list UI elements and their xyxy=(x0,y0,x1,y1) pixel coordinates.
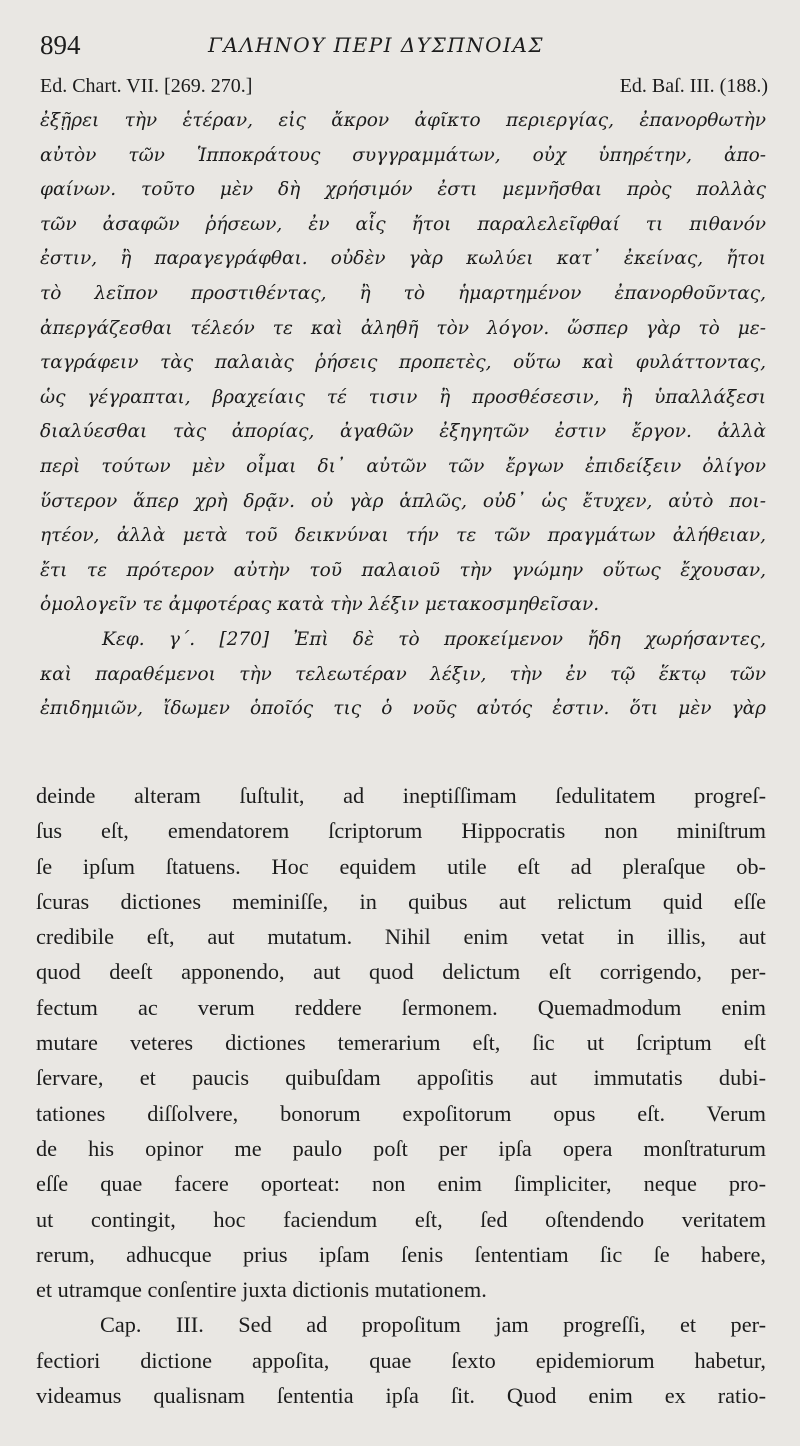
greek-text-line: καὶ παραθέμενοι τὴν τελεωτέραν λέξιν, τὴν ἐν τῷ ἕκτῳ τῶν xyxy=(40,663,766,685)
latin-text-line: ut contingit, hoc faciendum eſt, ſed oſtendendo veritatem xyxy=(36,1206,766,1232)
greek-text-line: ἐπιδημιῶν, ἴδωμεν ὁποῖός τις ὁ νοῦς αὐτός ἐστιν. ὅτι μὲν γὰρ xyxy=(40,698,766,720)
greek-text-line: ἔτι τε πρότερον αὐτὴν τοῦ παλαιοῦ τὴν γνώμην οὕτως ἔχουσαν, xyxy=(40,559,766,581)
latin-text-line: videamus qualisnam ſententia ipſa ſit. Quod enim ex ratio- xyxy=(36,1383,766,1409)
latin-text-line: quod deeſt apponendo, aut quod delictum eſt corrigendo, per- xyxy=(36,959,766,985)
greek-text-line: ὕστερον ἅπερ χρὴ δρᾷν. οὐ γὰρ ἁπλῶς, οὐδ᾽ ὡς ἔτυχεν, αὐτὸ ποι- xyxy=(40,490,766,512)
latin-text-line: credibile eſt, aut mutatum. Nihil enim vetat in illis, aut xyxy=(36,924,766,950)
greek-text-line: ητέον, ἀλλὰ μετὰ τοῦ δεικνύναι τήν τε τῶν πραγμάτων ἀλήθειαν, xyxy=(40,525,766,547)
latin-text-line: de his opinor me paulo poſt per ipſa opera monſtraturum xyxy=(36,1135,766,1161)
greek-text-line: τῶν ἀσαφῶν ῥήσεων, ἐν αἷς ἤτοι παραλελεῖφθαί τι πιθανόν xyxy=(40,213,766,235)
greek-text-line: ὡς γέγραπται, βραχείαις τέ τισιν ἢ προσθέσεσιν, ἢ ὑπαλλάξεσι xyxy=(40,386,766,408)
latin-text-line: fectiori dictione appoſita, quae ſexto epidemiorum habetur, xyxy=(36,1347,766,1373)
latin-text-line: ſcuras dictiones meminiſſe, in quibus aut relictum quid eſſe xyxy=(36,888,766,914)
greek-text-block xyxy=(40,104,766,727)
latin-text-line: tationes diſſolvere, bonorum expoſitorum opus eſt. Verum xyxy=(36,1100,766,1126)
edition-reference-row xyxy=(40,75,768,105)
greek-text-line: αὐτὸν τῶν Ἱπποκράτους συγγραμμάτων, οὐχ ὑπηρέτην, ἀπο- xyxy=(40,144,766,166)
greek-text-line: Κεφ. γ΄. [270] Ἐπὶ δὲ τὸ προκείμενον ἤδη χωρήσαντες, xyxy=(102,628,766,650)
latin-text-line: eſſe quae facere oporteat: non enim ſimpliciter, neque pro- xyxy=(36,1171,766,1197)
latin-text-line: rerum, adhucque prius ipſam ſenis ſententiam ſic ſe habere, xyxy=(36,1241,766,1267)
greek-text-line: ὁμολογεῖν τε ἀμφοτέρας κατὰ τὴν λέξιν μετακοσμηθεῖσαν. xyxy=(40,594,600,616)
edition-reference-basel: Ed. Baſ. III. (188.) xyxy=(619,75,768,97)
greek-text-line: τὸ λεῖπον προστιθέντας, ἢ τὸ ἡμαρτημένον ἐπανορθοῦντας, xyxy=(40,282,766,304)
greek-text-line: διαλύεσθαι τὰς ἀπορίας, ἀγαθῶν ἐξηγητῶν ἐστιν ἔργον. ἀλλὰ xyxy=(40,421,766,443)
latin-text-line: ſe ipſum ſtatuens. Hoc equidem utile eſt ad pleraſque ob- xyxy=(36,853,766,879)
latin-text-line: ſervare, et paucis quibuſdam appoſitis aut immutatis dubi- xyxy=(36,1065,766,1091)
greek-text-line: ἐξῇρει τὴν ἑτέραν, εἰς ἄκρον ἀφῖκτο περιεργίας, ἐπανορθωτὴν xyxy=(40,110,766,131)
greek-text-line: περὶ τούτων μὲν οἶμαι δι᾽ αὐτῶν τῶν ἔργων ἐπιδείξειν ὀλίγον xyxy=(40,455,766,477)
greek-text-line: ταγράφειν τὰς παλαιὰς ῥήσεις προπετὲς, οὕτω καὶ φυλάττοντας, xyxy=(40,352,766,374)
edition-reference-chartier: Ed. Chart. VII. [269. 270.] xyxy=(40,75,253,97)
latin-text-line: fectum ac verum reddere ſermonem. Quemadmodum enim xyxy=(36,994,766,1020)
page-header xyxy=(40,30,768,64)
greek-text-line: ἀπεργάζεσθαι τέλεόν τε καὶ ἀληθῆ τὸν λόγον. ὥσπερ γὰρ τὸ με- xyxy=(40,317,766,339)
latin-text-line: mutare veteres dictiones temerarium eſt, ſic ut ſcriptum eſt xyxy=(36,1030,766,1056)
latin-text-line: ſus eſt, emendatorem ſcriptorum Hippocratis non miniſtrum xyxy=(36,818,766,844)
greek-text-line: φαίνων. τοῦτο μὲν δὴ χρήσιμόν ἐστι μεμνῆσθαι πρὸς πολλὰς xyxy=(40,179,766,201)
running-title: ΓΑΛΗΝΟΥ ΠΕΡΙ ΔΥΣΠΝΟΙΑΣ xyxy=(208,33,545,57)
latin-text-block xyxy=(36,778,766,1413)
greek-text-line: ἐστιν, ἢ παραγεγράφθαι. οὐδὲν γὰρ κωλύει κατ᾽ ἐκείνας, ἤτοι xyxy=(40,248,766,270)
latin-text-line: Cap. III. Sed ad propoſitum jam progreſſi, et per- xyxy=(100,1312,766,1338)
page-number: 894 xyxy=(40,30,81,60)
latin-text-line: deinde alteram ſuſtulit, ad ineptiſſimam ſedulitatem progreſ- xyxy=(36,783,766,808)
latin-text-line: et utramque conſentire juxta dictionis mutationem. xyxy=(36,1277,487,1303)
